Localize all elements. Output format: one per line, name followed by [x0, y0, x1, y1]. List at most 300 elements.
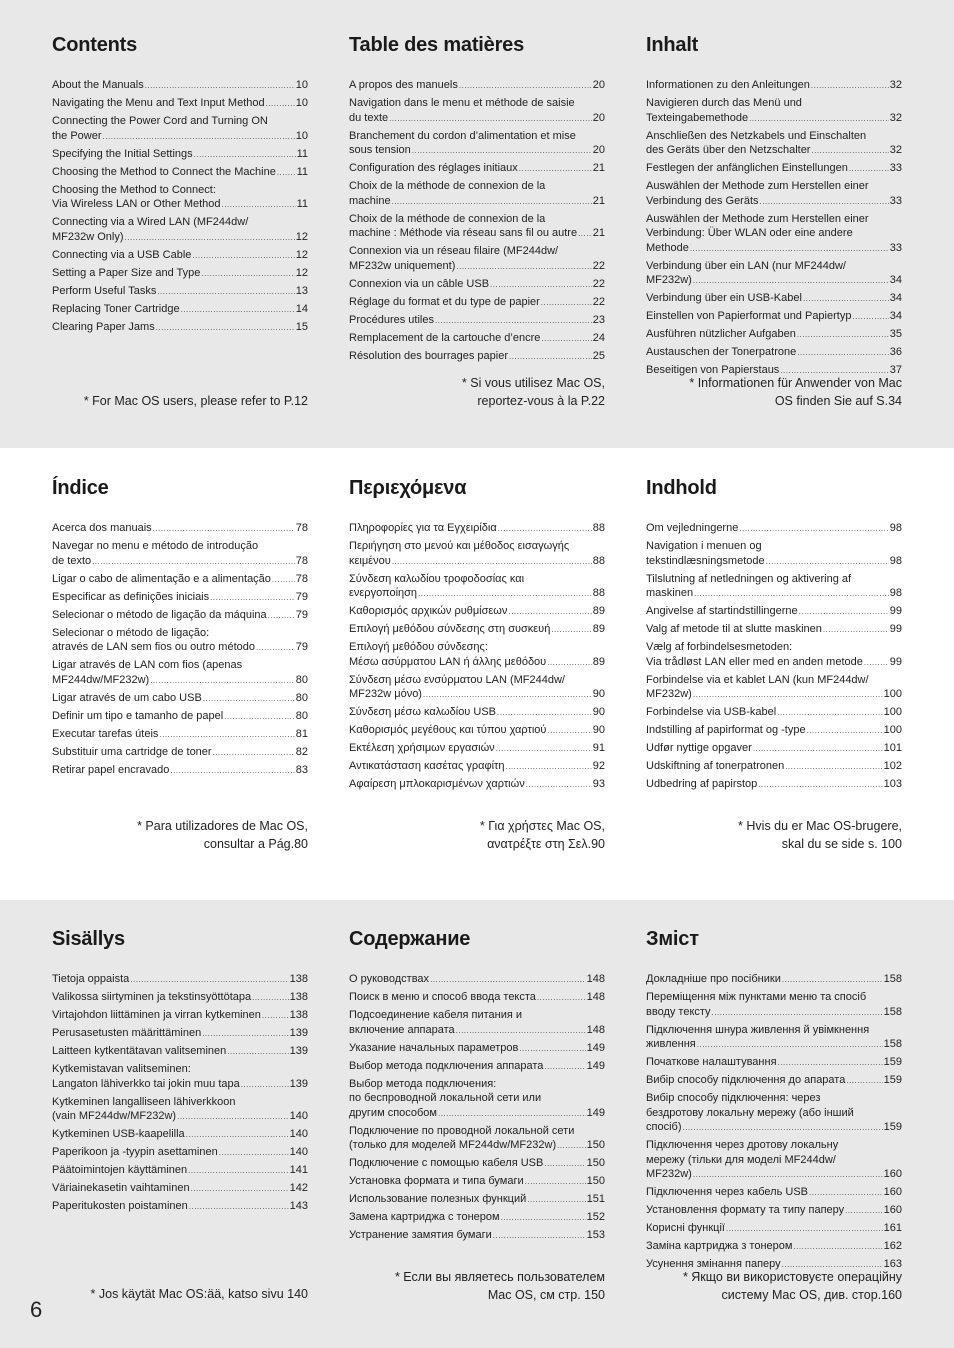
toc-entry[interactable] — [349, 295, 605, 311]
leader-dots — [157, 284, 294, 300]
leader-dots — [92, 554, 295, 570]
toc-entry[interactable] — [646, 96, 902, 126]
toc-entry[interactable] — [52, 266, 308, 282]
leader-dots — [547, 723, 591, 739]
toc-entry[interactable] — [52, 1062, 308, 1092]
toc-entry-text: Via trådløst LAN eller med en anden metode — [646, 655, 863, 668]
toc-entry[interactable] — [52, 1199, 308, 1215]
leader-dots — [392, 194, 592, 210]
toc-entry-text: Connecting via a USB Cable — [52, 248, 192, 261]
toc-entry-text: Valikossa siirtyminen ja tekstinsyöttötapa — [52, 990, 252, 1003]
toc-entry[interactable] — [349, 331, 605, 347]
note-line: * Якщо ви використовуєте операційну — [682, 1270, 902, 1284]
toc-page-number: 160 — [883, 1204, 902, 1217]
toc-entry-text: Setting a Paper Size and Type — [52, 266, 201, 279]
toc-entry-text: по беспроводной локальной сети или — [349, 1092, 542, 1105]
leader-dots — [412, 143, 592, 159]
leader-dots — [693, 1167, 883, 1183]
toc-page-number: 158 — [883, 973, 902, 985]
leader-dots — [712, 1005, 883, 1021]
toc-entry-text: Подключение с помощью кабеля USB — [349, 1157, 544, 1170]
toc-entry[interactable] — [646, 212, 902, 257]
toc-entry-text: Αφαίρεση μπλοκαρισμένων χαρτιών — [349, 778, 525, 791]
toc-entry[interactable] — [52, 147, 308, 163]
toc-section — [349, 927, 605, 1302]
toc-entry[interactable] — [646, 129, 902, 159]
toc-entry-text: Использование полезных функций — [349, 1193, 527, 1206]
toc-entry[interactable] — [646, 1185, 902, 1201]
toc-entry[interactable] — [52, 763, 308, 779]
toc-entry[interactable] — [52, 626, 308, 656]
toc-entry[interactable] — [349, 1174, 605, 1190]
leader-dots — [758, 777, 882, 793]
toc-entry-text: живлення — [646, 1038, 696, 1051]
toc-entry[interactable] — [646, 1221, 902, 1237]
leader-dots — [557, 1138, 586, 1154]
leader-dots — [799, 604, 889, 620]
toc-entry[interactable] — [646, 1239, 902, 1255]
toc-page-number: 80 — [295, 709, 308, 722]
note-line: * Για χρήστες Mac OS, — [479, 819, 605, 833]
toc-entry[interactable] — [349, 1077, 605, 1122]
toc-entry[interactable] — [349, 1210, 605, 1226]
toc-page-number: 150 — [586, 1175, 605, 1188]
toc-page-number: 98 — [889, 522, 902, 534]
toc-page-number: 21 — [592, 162, 605, 175]
toc-entry-text: maskinen — [646, 587, 694, 600]
toc-entry[interactable] — [349, 521, 605, 537]
toc-page-number: 89 — [592, 655, 605, 668]
toc-page-number: 158 — [883, 1005, 902, 1018]
toc-entry[interactable] — [349, 777, 605, 793]
toc-entry-text: Procédures utiles — [349, 313, 434, 326]
leader-dots — [493, 1228, 586, 1244]
toc-entry[interactable] — [646, 1073, 902, 1089]
toc-page-number: 143 — [289, 1200, 308, 1213]
toc-entry[interactable] — [52, 1095, 308, 1125]
toc-entry[interactable] — [349, 604, 605, 620]
toc-page-number: 160 — [883, 1168, 902, 1181]
toc-entry-text: Σύνδεση καλωδίου τροφοδοσίας και — [349, 572, 525, 585]
leader-dots — [125, 230, 295, 246]
toc-entry[interactable] — [349, 1156, 605, 1172]
toc-page-number: 83 — [295, 763, 308, 776]
toc-entry[interactable] — [646, 1055, 902, 1071]
toc-entry-text: другим способом — [349, 1106, 437, 1119]
note-line: consultar a Pág.80 — [203, 837, 308, 851]
note-line: reportez-vous à la P.22 — [477, 394, 605, 408]
toc-entry-text: Festlegen der anfänglichen Einstellungen — [646, 162, 848, 175]
leader-dots — [749, 111, 889, 127]
toc-entry-text: Configuration des réglages initiaux — [349, 162, 518, 175]
toc-entry[interactable] — [646, 161, 902, 177]
toc-entry[interactable] — [349, 179, 605, 209]
toc-entry[interactable] — [349, 96, 605, 126]
toc-entry[interactable] — [349, 78, 605, 94]
toc-entry[interactable] — [349, 1008, 605, 1038]
toc-entry-text: Auswählen der Methode zum Herstellen einer — [646, 180, 869, 193]
leader-dots — [785, 759, 882, 775]
toc-entry-text: Заміна картриджа з тонером — [646, 1240, 793, 1253]
toc-page-number: 93 — [592, 778, 605, 791]
toc-entry[interactable] — [349, 741, 605, 757]
toc-entry[interactable] — [646, 259, 902, 289]
toc-entry[interactable] — [349, 349, 605, 365]
toc-page-number: 89 — [592, 623, 605, 636]
toc-entry-text: Σύνδεση μέσω καλωδίου USB — [349, 706, 497, 719]
leader-dots — [505, 759, 591, 775]
section-title: Contents — [52, 34, 138, 56]
toc-entry[interactable] — [52, 691, 308, 707]
leader-dots — [527, 1192, 585, 1208]
leader-dots — [697, 1037, 883, 1053]
leader-dots — [150, 673, 295, 689]
toc-entry[interactable] — [52, 745, 308, 761]
toc-entry-text: Auswählen der Methode zum Herstellen einer — [646, 212, 869, 225]
toc-entry-text: Tietoja oppaista — [52, 973, 130, 985]
toc-page-number: 20 — [592, 79, 605, 91]
toc-page-number: 80 — [295, 691, 308, 704]
toc-section — [646, 476, 902, 851]
toc-entry-text: Connecting via a Wired LAN (MF244dw/ — [52, 216, 249, 229]
toc-entry-text: Navegar no menu e método de introdução — [52, 539, 259, 552]
toc-entry-text: Ligar o cabo de alimentação e a alimentação — [52, 572, 271, 585]
toc-entry[interactable] — [52, 320, 308, 336]
leader-dots — [159, 727, 294, 743]
toc-list — [52, 972, 308, 1217]
toc-entry[interactable] — [349, 244, 605, 274]
toc-entry[interactable] — [646, 1023, 902, 1053]
toc-entry[interactable] — [52, 572, 308, 588]
toc-entry-text: MF232w μόνο) — [349, 688, 422, 701]
leader-dots — [739, 521, 888, 537]
toc-entry-text: Texteingabemethode — [646, 111, 749, 124]
leader-dots — [210, 590, 295, 606]
toc-entry[interactable] — [349, 212, 605, 242]
toc-list — [349, 972, 605, 1246]
toc-entry[interactable] — [52, 709, 308, 725]
note-line: ανατρέξτε στη Σελ.90 — [487, 837, 605, 851]
toc-entry[interactable] — [646, 640, 902, 670]
toc-section — [52, 33, 308, 408]
toc-entry-text: Περιήγηση στο μενού και μέθοδος εισαγωγής — [349, 539, 570, 552]
leader-dots — [392, 554, 592, 570]
toc-entry[interactable] — [52, 183, 308, 213]
toc-entry[interactable] — [646, 972, 902, 988]
toc-entry[interactable] — [646, 741, 902, 757]
toc-entry[interactable] — [52, 78, 308, 94]
toc-entry-text: Kytkeminen langalliseen lähiverkkoon — [52, 1095, 236, 1108]
leader-dots — [797, 345, 889, 361]
toc-entry[interactable] — [646, 572, 902, 602]
toc-page-number: 22 — [592, 277, 605, 290]
toc-entry[interactable] — [52, 1145, 308, 1161]
toc-entry[interactable] — [52, 539, 308, 569]
leader-dots — [811, 143, 888, 159]
leader-dots — [213, 745, 295, 761]
leader-dots — [145, 78, 295, 94]
toc-entry[interactable] — [52, 990, 308, 1006]
leader-dots — [519, 161, 592, 177]
toc-page-number: 10 — [295, 79, 308, 91]
note-line: * Informationen für Anwender von Mac — [689, 376, 902, 390]
toc-page-number: 36 — [889, 346, 902, 359]
toc-entry[interactable] — [349, 759, 605, 775]
toc-entry-text: ενεργοποίηση — [349, 587, 418, 600]
toc-entry-text: Επιλογή μεθόδου σύνδεσης: — [349, 641, 488, 654]
toc-page-number: 163 — [883, 1258, 902, 1271]
mac-os-note — [646, 817, 902, 853]
toc-entry[interactable] — [646, 705, 902, 721]
toc-entry-text: Virtajohdon liittäminen ja virran kytkeminen — [52, 1008, 261, 1021]
toc-entry-text: Установка формата и типа бумаги — [349, 1175, 524, 1188]
leader-dots — [541, 331, 591, 347]
leader-dots — [224, 709, 295, 725]
toc-entry[interactable] — [52, 521, 308, 537]
leader-dots — [551, 622, 591, 638]
toc-entry[interactable] — [52, 302, 308, 318]
toc-entry-text: Connecting the Power Cord and Turning ON — [52, 114, 268, 127]
toc-entry[interactable] — [349, 161, 605, 177]
toc-entry-text: Austauschen der Tonerpatrone — [646, 346, 797, 359]
leader-dots — [459, 78, 592, 94]
toc-entry[interactable] — [646, 345, 902, 361]
toc-entry-text: Verbindung über ein USB-Kabel — [646, 292, 802, 305]
toc-entry-text: Especificar as definições iniciais — [52, 590, 210, 603]
toc-entry[interactable] — [349, 640, 605, 670]
leader-dots — [241, 1077, 289, 1093]
toc-page-number: 37 — [889, 364, 902, 377]
toc-page-number: 21 — [592, 194, 605, 207]
toc-page-number: 99 — [889, 605, 902, 618]
leader-dots — [227, 1044, 288, 1060]
toc-entry-text: Εκτέλεση χρήσιμων εργασιών — [349, 742, 495, 755]
leader-dots — [544, 1059, 585, 1075]
toc-page-number: 159 — [883, 1074, 902, 1087]
toc-entry[interactable] — [349, 129, 605, 159]
toc-page-number: 81 — [295, 727, 308, 740]
toc-entry-text: Navigieren durch das Menü und — [646, 96, 802, 109]
leader-dots — [809, 1185, 883, 1201]
toc-list — [52, 521, 308, 781]
note-line: систему Mac OS, див. стор.160 — [721, 1288, 902, 1302]
toc-entry-text: Tilslutning af netledningen og aktivering af — [646, 572, 852, 585]
leader-dots — [203, 691, 295, 707]
toc-entry-text: О руководствах — [349, 973, 430, 985]
toc-entry[interactable] — [52, 1127, 308, 1143]
toc-entry-text: Σύνδεση μέσω ενσύρματου LAN (MF244dw/ — [349, 673, 565, 686]
mac-os-note — [646, 374, 902, 410]
toc-page-number: 34 — [889, 292, 902, 305]
toc-entry[interactable] — [52, 1044, 308, 1060]
toc-entry[interactable] — [349, 1059, 605, 1075]
toc-entry-text: Επιλογή μεθόδου σύνδεσης στη συσκευή — [349, 623, 551, 636]
toc-entry-text: Початкове налаштування — [646, 1056, 777, 1069]
toc-entry-text: Indstilling af papirformat og -type — [646, 724, 806, 737]
leader-dots — [807, 723, 883, 739]
toc-entry[interactable] — [349, 1228, 605, 1244]
leader-dots — [153, 521, 295, 537]
toc-entry[interactable] — [646, 327, 902, 343]
toc-entry[interactable] — [349, 539, 605, 569]
toc-page-number: 99 — [889, 655, 902, 668]
toc-entry[interactable] — [646, 521, 902, 537]
toc-entry-text: Anschließen des Netzkabels und Einschalten — [646, 129, 867, 142]
toc-entry[interactable] — [646, 777, 902, 793]
toc-entry[interactable] — [349, 1124, 605, 1154]
toc-entry[interactable] — [646, 622, 902, 638]
toc-entry[interactable] — [52, 1163, 308, 1179]
toc-entry-text: Angivelse af startindstillingerne — [646, 605, 798, 618]
toc-entry-text: Selecionar o método de ligação da máquina — [52, 608, 267, 621]
toc-entry-text: Подсоединение кабеля питания и — [349, 1008, 523, 1021]
toc-page-number: 78 — [295, 554, 308, 567]
toc-page-number: 100 — [883, 688, 902, 701]
toc-entry[interactable] — [646, 539, 902, 569]
toc-page-number: 149 — [586, 1041, 605, 1054]
toc-entry[interactable] — [52, 658, 308, 688]
leader-dots — [266, 96, 295, 112]
toc-page-number: 149 — [586, 1106, 605, 1119]
leader-dots — [793, 1239, 882, 1255]
toc-entry-text: Udfør nyttige opgaver — [646, 742, 752, 755]
toc-entry[interactable] — [646, 604, 902, 620]
toc-entry-text: du texte — [349, 111, 389, 124]
toc-entry[interactable] — [349, 622, 605, 638]
note-line: * Hvis du er Mac OS-brugere, — [738, 819, 902, 833]
toc-entry[interactable] — [52, 1008, 308, 1024]
toc-page-number: 148 — [586, 973, 605, 985]
toc-entry[interactable] — [52, 608, 308, 624]
toc-entry[interactable] — [646, 723, 902, 739]
note-line: * For Mac OS users, please refer to P.12 — [83, 394, 308, 408]
toc-entry[interactable] — [349, 572, 605, 602]
toc-entry-text: Forbindelse via et kablet LAN (kun MF244dw/ — [646, 673, 869, 686]
toc-entry[interactable] — [52, 1181, 308, 1197]
leader-dots — [803, 291, 889, 307]
toc-entry-text: de texto — [52, 554, 92, 567]
toc-entry-text: Branchement du cordon d’alimentation et mise — [349, 129, 576, 142]
toc-entry-text: Choix de la méthode de connexion de la — [349, 180, 546, 193]
toc-entry-text: (только для моделей MF244dw/MF232w) — [349, 1139, 557, 1152]
toc-entry-text: Поиск в меню и способ ввода текста — [349, 990, 536, 1003]
toc-entry-text: Choosing the Method to Connect the Machine — [52, 165, 276, 178]
leader-dots — [222, 197, 296, 213]
toc-entry-text: MF244dw/MF232w) — [52, 673, 150, 686]
leader-dots — [547, 655, 592, 671]
toc-page-number: 90 — [592, 724, 605, 737]
toc-entry-text: Выбор метода подключения аппарата — [349, 1059, 544, 1072]
toc-page-number: 150 — [586, 1157, 605, 1170]
toc-entry[interactable] — [52, 248, 308, 264]
toc-entry[interactable] — [349, 313, 605, 329]
toc-entry-text: Підключення через дротову локальну — [646, 1139, 839, 1152]
leader-dots — [156, 320, 295, 336]
leader-dots — [490, 277, 592, 293]
toc-page-number: 33 — [889, 194, 902, 207]
leader-dots — [541, 295, 592, 311]
toc-entry-text: Specifying the Initial Settings — [52, 147, 193, 160]
toc-entry[interactable] — [646, 1091, 902, 1136]
toc-entry-text: Udbedring af papirstop — [646, 778, 758, 791]
leader-dots — [726, 1221, 883, 1237]
toc-page-number: 151 — [586, 1193, 605, 1206]
toc-entry[interactable] — [349, 705, 605, 721]
toc-entry[interactable] — [52, 972, 308, 988]
toc-page-number: 24 — [592, 331, 605, 344]
toc-entry[interactable] — [52, 114, 308, 144]
toc-page-number: 103 — [883, 778, 902, 791]
toc-page-number: 158 — [883, 1038, 902, 1051]
toc-entry-text: Kytkemistavan valitseminen: — [52, 1062, 191, 1075]
leader-dots — [189, 1199, 289, 1215]
toc-page-number: 138 — [289, 973, 308, 985]
toc-entry[interactable] — [52, 727, 308, 743]
toc-page-number: 148 — [586, 990, 605, 1003]
toc-entry[interactable] — [646, 673, 902, 703]
mac-os-note — [52, 392, 308, 410]
toc-page-number: 79 — [295, 641, 308, 654]
toc-page-number: 21 — [592, 227, 605, 240]
toc-page-number: 25 — [592, 349, 605, 362]
toc-entry[interactable] — [349, 1192, 605, 1208]
toc-entry[interactable] — [349, 1041, 605, 1057]
toc-page-number: 139 — [289, 1044, 308, 1057]
toc-entry-text: tekstindlæsningsmetode — [646, 554, 765, 567]
toc-list — [646, 972, 902, 1275]
toc-entry[interactable] — [52, 165, 308, 181]
toc-page-number: 148 — [586, 1023, 605, 1036]
toc-entry[interactable] — [646, 179, 902, 209]
toc-page-number: 79 — [295, 608, 308, 621]
section-title: Содержание — [349, 928, 471, 950]
leader-dots — [192, 248, 294, 264]
toc-page-number: 33 — [889, 241, 902, 254]
toc-entry-text: Connexion via un câble USB — [349, 277, 490, 290]
toc-page-number: 141 — [289, 1164, 308, 1177]
toc-entry[interactable] — [52, 1026, 308, 1042]
toc-list — [646, 78, 902, 381]
leader-dots — [852, 309, 888, 325]
toc-entry[interactable] — [646, 1203, 902, 1219]
toc-section — [349, 33, 605, 408]
toc-entry-text: Καθορισμός μεγέθους και τύπου χαρτιού — [349, 724, 547, 737]
toc-entry[interactable] — [349, 277, 605, 293]
toc-entry-text: Замена картриджа с тонером — [349, 1211, 500, 1224]
toc-entry[interactable] — [646, 990, 902, 1020]
toc-entry[interactable] — [349, 723, 605, 739]
toc-entry[interactable] — [646, 291, 902, 307]
toc-entry[interactable] — [646, 309, 902, 325]
toc-entry-text: Navigating the Menu and Text Input Method — [52, 96, 265, 109]
toc-entry[interactable] — [349, 972, 605, 988]
toc-section — [52, 476, 308, 851]
toc-entry[interactable] — [349, 990, 605, 1006]
toc-entry[interactable] — [52, 590, 308, 606]
toc-entry[interactable] — [52, 284, 308, 300]
toc-entry[interactable] — [349, 673, 605, 703]
toc-page-number: 11 — [296, 147, 308, 160]
toc-entry[interactable] — [646, 759, 902, 775]
toc-entry[interactable] — [646, 1138, 902, 1183]
toc-entry-text: Устранение замятия бумаги — [349, 1229, 492, 1242]
toc-entry-text: através de LAN sem fios ou outro método — [52, 641, 255, 654]
toc-entry[interactable] — [52, 215, 308, 245]
toc-entry[interactable] — [646, 78, 902, 94]
toc-entry-text: Выбор метода подключения: — [349, 1077, 497, 1090]
toc-page-number: 99 — [889, 623, 902, 636]
toc-entry[interactable] — [52, 96, 308, 112]
